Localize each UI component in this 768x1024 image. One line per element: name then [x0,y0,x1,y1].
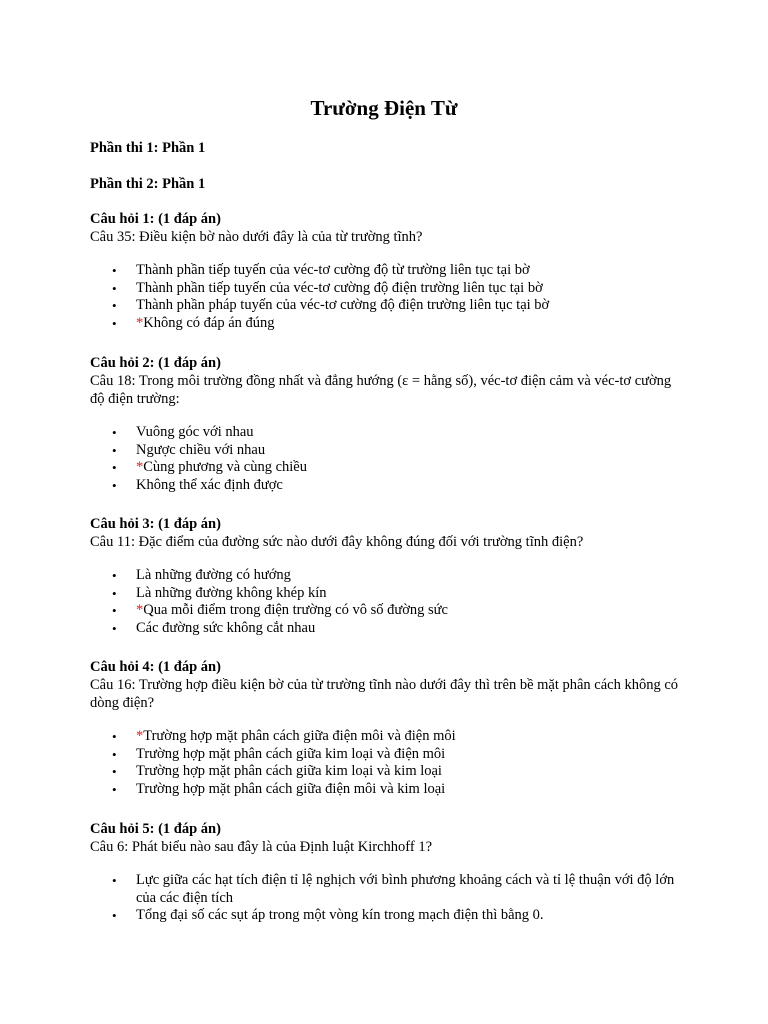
answer-option [90,459,680,477]
correct-answer-marker: * [136,459,144,476]
bullet-icon: • [112,280,117,296]
bullet-icon: • [112,873,117,888]
answer-option [90,763,680,781]
answer-option [90,585,680,603]
bullet-icon: • [112,764,117,780]
bullet-icon: • [112,442,117,458]
answer-text: Trường hợp mặt phân cách giữa điện môi và điện môi [143,728,456,744]
answer-list [90,567,680,638]
document-title: Trường Điện Từ [310,96,458,120]
bullet-icon: • [112,568,117,583]
question-text: Câu 11: Đặc điểm của đường sức nào dưới đây không đúng đối với trường tĩnh điện? [90,534,584,550]
bullet-icon: • [112,746,117,762]
answer-option [90,477,680,495]
answer-text: Thành phần tiếp tuyến của véc-tơ cường độ điện trường liên tục tại bờ [136,279,543,296]
correct-answer-marker: * [136,728,144,744]
bullet-icon: • [112,585,117,601]
answer-option [90,297,680,315]
answer-option [90,262,680,280]
question-block-1 [90,210,680,333]
question-heading: Câu hỏi 4: (1 đáp án) [90,659,221,675]
question-text: Câu 16: Trường hợp điều kiện bờ của từ trường tĩnh nào dưới đây thì trên bề mặt phân cách không có dòng điện? [90,677,679,711]
answer-text: Trường hợp mặt phân cách giữa kim loại và kim loại [136,763,442,780]
answer-text: Trường hợp mặt phân cách giữa điện môi và kim loại [136,781,446,798]
answer-text: Lực giữa các hạt tích điện tỉ lệ nghịch với bình phương khoảng cách và tỉ lệ thuận với độ lớn của các điện tích [136,872,675,906]
answer-option [90,424,680,442]
question-text: Câu 18: Trong môi trường đồng nhất và đẳng hướng (ε = hằng số), véc-tơ điện cảm và véc-tơ cường độ điện trường: [90,373,672,407]
correct-answer-marker: * [136,315,144,332]
bullet-icon: • [112,460,117,476]
answer-option [90,280,680,298]
question-block-4 [90,658,680,799]
answer-text: Cùng phương và cùng chiều [143,459,307,476]
bullet-icon: • [112,729,117,744]
question-heading: Câu hỏi 3: (1 đáp án) [90,516,221,532]
bullet-icon: • [112,298,117,314]
question-heading: Câu hỏi 5: (1 đáp án) [90,821,221,837]
answer-option [90,746,680,764]
answer-text: Tổng đại số các sụt áp trong một vòng kín trong mạch điện thì bằng 0. [136,907,544,924]
answer-list [90,872,680,925]
bullet-icon: • [112,425,117,440]
correct-answer-marker: * [136,602,144,619]
answer-text: Ngược chiều với nhau [136,441,266,458]
question-block-3 [90,515,680,638]
answer-text: Trường hợp mặt phân cách giữa kim loại và điện môi [136,745,446,762]
part-heading-2: Phần thi 2: Phần 1 [90,176,206,192]
answer-text: Thành phần pháp tuyến của véc-tơ cường độ điện trường liên tục tại bờ [136,297,550,314]
bullet-icon: • [112,478,117,494]
answer-list [90,262,680,333]
part-heading-1: Phần thi 1: Phần 1 [90,140,206,156]
question-heading: Câu hỏi 2: (1 đáp án) [90,355,221,371]
question-text: Câu 35: Điều kiện bờ nào dưới đây là của từ trường tĩnh? [90,229,423,245]
answer-text: Là những đường có hướng [136,567,291,583]
answer-text: Các đường sức không cắt nhau [136,620,316,637]
bullet-icon: • [112,782,117,798]
answer-option [90,728,680,746]
answer-list [90,424,680,495]
answer-option [90,315,680,333]
answer-option [90,620,680,638]
bullet-icon: • [112,621,117,637]
bullet-icon: • [112,263,117,278]
answer-option [90,602,680,620]
answer-option [90,567,680,585]
answer-option [90,442,680,460]
question-text: Câu 6: Phát biểu nào sau đây là của Định luật Kirchhoff 1? [90,839,433,855]
question-heading: Câu hỏi 1: (1 đáp án) [90,211,221,227]
question-block-2 [90,354,680,495]
answer-text: Qua mỗi điểm trong điện trường có vô số đường sức [143,602,448,619]
answer-option [90,781,680,799]
answer-option [90,872,680,907]
question-block-5 [90,820,680,925]
answer-text: Không có đáp án đúng [143,315,275,332]
answer-text: Là những đường không khép kín [136,584,327,601]
bullet-icon: • [112,316,117,332]
bullet-icon: • [112,908,117,924]
answer-option [90,907,680,925]
answer-list [90,728,680,799]
bullet-icon: • [112,603,117,619]
answer-text: Thành phần tiếp tuyến của véc-tơ cường độ từ trường liên tục tại bờ [136,262,530,278]
answer-text: Không thể xác định được [136,477,283,494]
answer-text: Vuông góc với nhau [136,424,254,440]
